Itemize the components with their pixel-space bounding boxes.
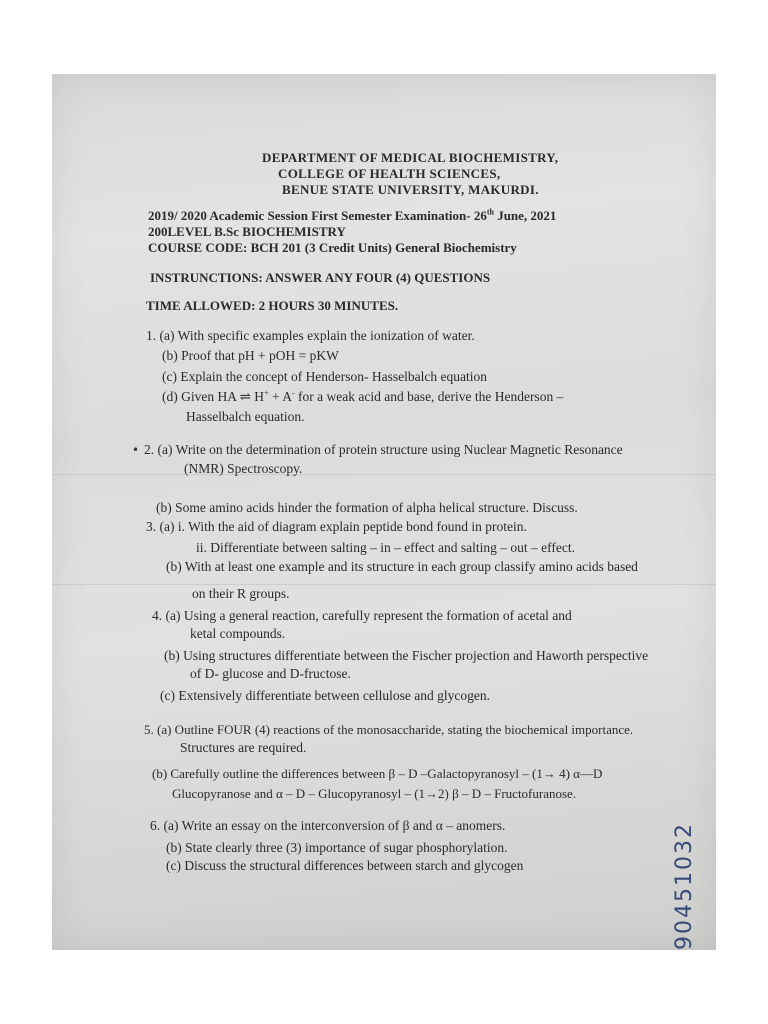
q1-d-cont: Hasselbalch equation.	[186, 409, 305, 424]
q3-b-cont: on their R groups.	[192, 586, 290, 601]
q5-b-cont: Glucopyranose and α – D – Glucopyranosyl – (1→2) β – D – Fructofuranose.	[172, 786, 577, 801]
level-line: 200LEVEL B.Sc BIOCHEMISTRY	[148, 224, 346, 239]
paper-crease	[52, 474, 716, 475]
q4-a-cont: ketal compounds.	[190, 626, 286, 641]
session-line: 2019/ 2020 Academic Session First Semester Examination- 26th June, 2021	[148, 207, 557, 223]
q1-d: (d) Given HA ⇌ H+ + A- for a weak acid and base, derive the Henderson –	[162, 388, 564, 404]
q4-a: 4. (a) Using a general reaction, carefully represent the formation of acetal and	[152, 608, 572, 623]
q1-c: (c) Explain the concept of Henderson- Hasselbalch equation	[162, 369, 488, 384]
q5-a-cont: Structures are required.	[180, 740, 307, 755]
tick-mark: •	[132, 443, 140, 457]
q6-b: (b) State clearly three (3) importance of sugar phosphorylation.	[166, 840, 508, 855]
q6-a: 6. (a) Write an essay on the interconversion of β and α – anomers.	[150, 818, 506, 833]
q2-a-cont: (NMR) Spectroscopy.	[184, 461, 303, 476]
q4-b-cont: of D- glucose and D-fructose.	[190, 666, 351, 681]
handwritten-number: 90451032	[672, 822, 697, 950]
q2-a: 2. (a) Write on the determination of protein structure using Nuclear Magnetic Resonance	[144, 442, 623, 457]
paper-crease	[52, 584, 716, 585]
q1-b: (b) Proof that pH + pOH = pKW	[162, 348, 339, 363]
q5-a: 5. (a) Outline FOUR (4) reactions of the monosaccharide, stating the biochemical importance.	[144, 722, 634, 737]
q5-b: (b) Carefully outline the differences between β – D –Galactopyranosyl – (1→ 4) α—D	[152, 766, 603, 781]
q4-c: (c) Extensively differentiate between cellulose and glycogen.	[160, 688, 490, 703]
q3-b: (b) With at least one example and its structure in each group classify amino acids based	[166, 559, 638, 574]
university-title: BENUE STATE UNIVERSITY, MAKURDI.	[282, 182, 539, 197]
q1-a: 1. (a) With specific examples explain the ionization of water.	[146, 328, 475, 343]
q6-c: (c) Discuss the structural differences between starch and glycogen	[166, 858, 524, 873]
q3-a-ii: ii. Differentiate between salting – in – effect and salting – out – effect.	[196, 540, 576, 555]
course-code-line: COURSE CODE: BCH 201 (3 Credit Units) General Biochemistry	[148, 240, 517, 255]
college-title: COLLEGE OF HEALTH SCIENCES,	[278, 166, 501, 181]
q4-b: (b) Using structures differentiate between the Fischer projection and Haworth perspective	[164, 648, 649, 663]
q3-a-i: 3. (a) i. With the aid of diagram explain peptide bond found in protein.	[146, 519, 527, 534]
department-title: DEPARTMENT OF MEDICAL BIOCHEMISTRY,	[262, 150, 559, 165]
q2-b: (b) Some amino acids hinder the formation of alpha helical structure. Discuss.	[156, 500, 578, 515]
time-allowed-line: TIME ALLOWED: 2 HOURS 30 MINUTES.	[146, 298, 399, 313]
instructions-line: INSTRUNCTIONS: ANSWER ANY FOUR (4) QUESTIONS	[150, 270, 491, 285]
